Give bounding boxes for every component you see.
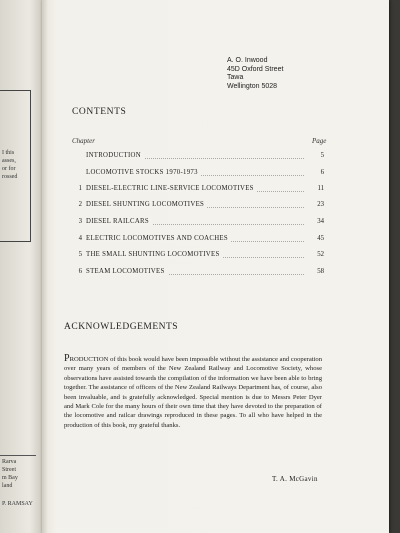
chapter-number: 2 xyxy=(78,201,82,208)
page-number: 45 xyxy=(304,235,324,242)
document-page xyxy=(42,0,389,533)
back-page-bottom-line: land xyxy=(2,483,13,489)
chapter-title: INTRODUCTION xyxy=(86,152,144,159)
chapter-title: DIESEL RAILCARS xyxy=(86,218,152,225)
lead-word: RODUCTION xyxy=(69,356,109,363)
chapter-title: DIESEL-ELECTRIC LINE-SERVICE LOCOMOTIVES xyxy=(86,185,257,192)
chapter-title: LOCOMOTIVE STOCKS 1970-1973 xyxy=(86,169,201,176)
acknowledgements-paragraph xyxy=(64,354,322,430)
back-page-fragment-line: rossed xyxy=(2,174,18,180)
chapter-number: 4 xyxy=(78,235,82,242)
back-page-bottom-line: m Bay xyxy=(2,475,18,481)
contents-heading: CONTENTS xyxy=(72,107,127,117)
chapter-number: 3 xyxy=(78,218,82,225)
owner-address-stamp xyxy=(227,57,283,91)
chapter-number: 1 xyxy=(78,185,82,192)
author-signature: T. A. McGavin xyxy=(272,475,318,483)
contents-row xyxy=(42,251,389,261)
acknowledgements-body: of this book would have been impossible without the assistance and cooperation over many years of members of the New Zealand Railway and Locomotive Society, whose observations have assisted towards the compilation of the information we have been able to bring together. The assistance of officers of the New Zealand Railways Department has, of course, also been invaluable, and is gratefully acknowledged. Special mention is due to Messrs Peter Dyer and Mark Cole for the many hours of their own time that they have devoted to the preparation of the locomotive and railcar drawings reproduced in these pages. To all who have helped in the production of this book, my grateful thanks. xyxy=(64,356,322,429)
address-line: Tawa xyxy=(227,74,244,81)
chapter-number: 5 xyxy=(78,251,82,258)
contents-row xyxy=(42,169,389,179)
dropcap-letter: P xyxy=(64,353,70,364)
back-page-fragment-line: or for xyxy=(2,166,16,172)
chapter-title: THE SMALL SHUNTING LOCOMOTIVES xyxy=(86,251,223,258)
page-number: 5 xyxy=(304,152,324,159)
page-number: 58 xyxy=(304,268,324,275)
contents-row xyxy=(42,218,389,228)
contents-row xyxy=(42,268,389,278)
back-page-bottom-line: Street xyxy=(2,467,16,473)
back-page-bottom-line: P. RAMSAY xyxy=(2,501,33,507)
contents-row xyxy=(42,235,389,245)
chapter-number: 6 xyxy=(78,268,82,275)
address-line: Wellington 5028 xyxy=(227,82,278,90)
contents-row xyxy=(42,152,389,162)
chapter-title: ELECTRIC LOCOMOTIVES AND COACHES xyxy=(86,235,231,242)
contents-row xyxy=(42,185,389,195)
back-page-bottom-line: Rarva xyxy=(2,459,17,465)
page-number: 52 xyxy=(304,251,324,258)
chapter-title: DIESEL SHUNTING LOCOMOTIVES xyxy=(86,201,207,208)
address-line: A. O. Inwood xyxy=(227,57,268,64)
page-number: 23 xyxy=(304,201,324,208)
page-number: 6 xyxy=(304,169,324,176)
address-line: 45D Oxford Street xyxy=(227,65,284,73)
adjacent-back-page xyxy=(0,0,42,533)
acknowledgements-heading: ACKNOWLEDGEMENTS xyxy=(64,322,179,332)
back-page-fragment-line: I this xyxy=(2,150,15,156)
contents-row xyxy=(42,201,389,211)
page-column-header: Page xyxy=(312,137,327,145)
chapter-column-header: Chapter xyxy=(72,137,95,145)
chapter-title: STEAM LOCOMOTIVES xyxy=(86,268,168,275)
page-number: 34 xyxy=(304,218,324,225)
back-page-fragment-line: asses, xyxy=(2,158,16,164)
page-number: 11 xyxy=(304,185,324,192)
